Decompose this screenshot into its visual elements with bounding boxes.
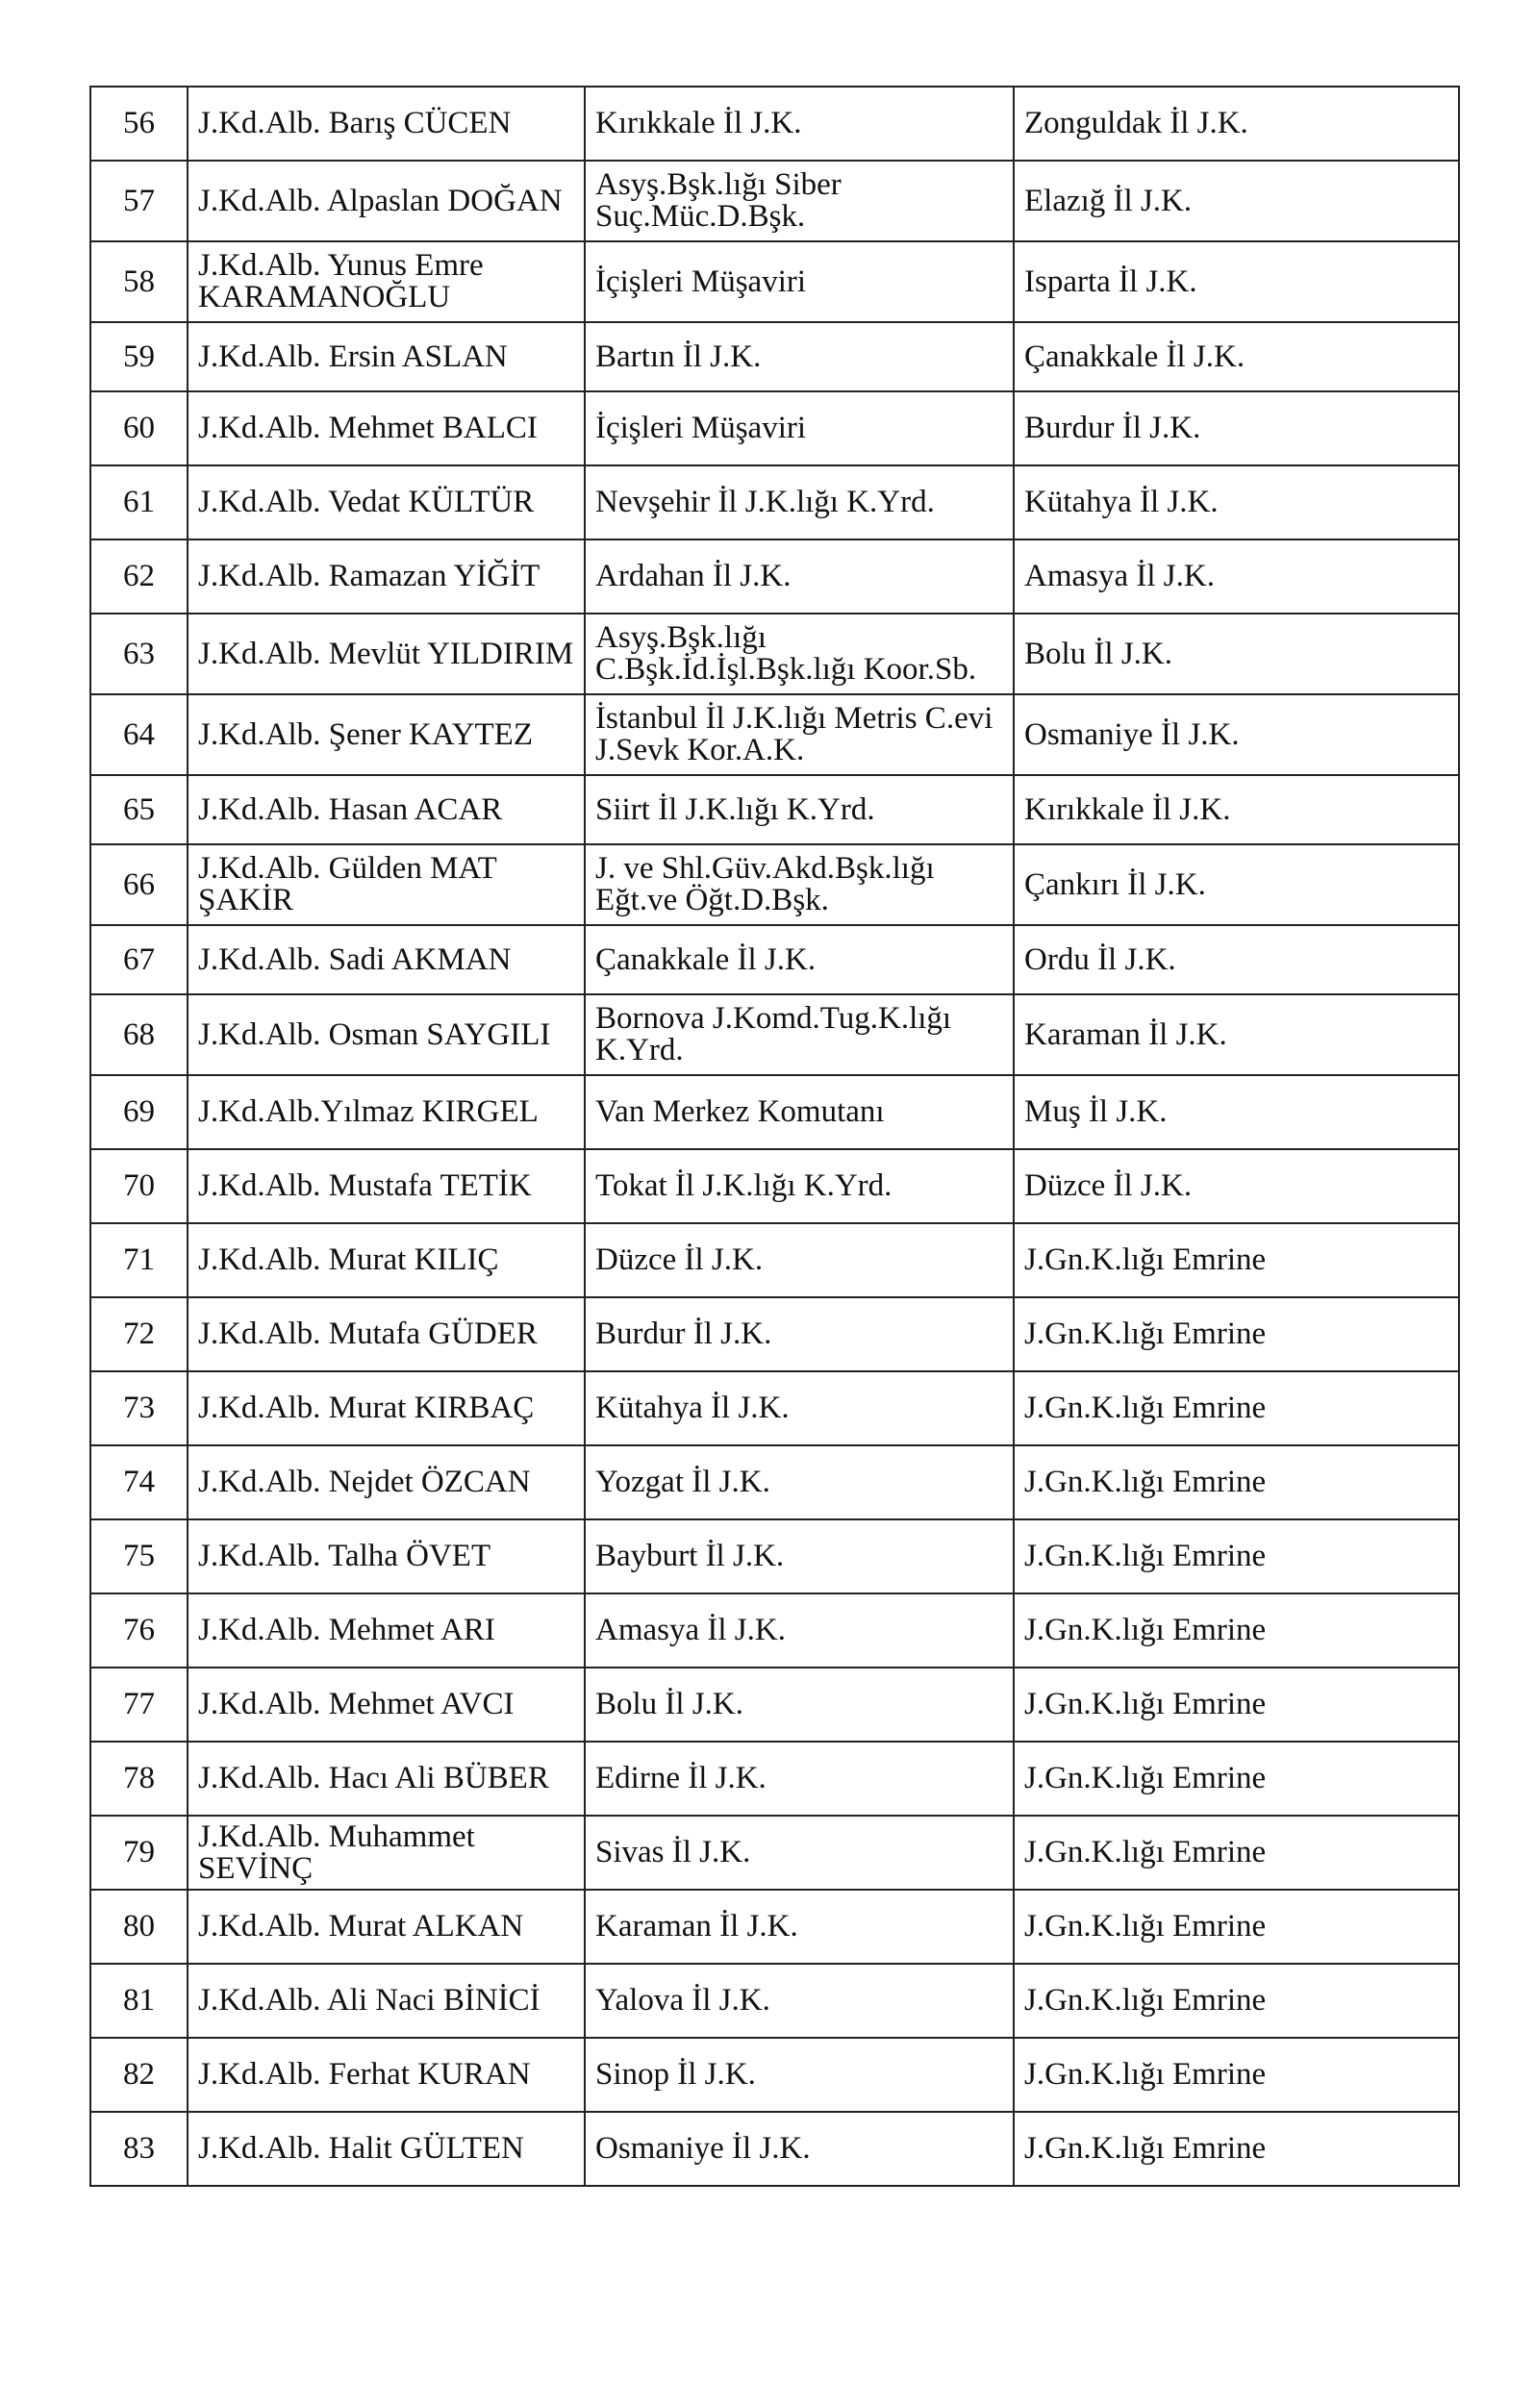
table-row <box>90 465 1459 539</box>
officer-name: J.Kd.Alb. Alpaslan DOĞAN <box>188 161 585 241</box>
row-number: 59 <box>90 322 188 391</box>
officer-name: J.Kd.Alb. Sadi AKMAN <box>188 925 585 994</box>
table-row <box>90 1297 1459 1371</box>
officer-name: J.Kd.Alb. Halit GÜLTEN <box>188 2112 585 2186</box>
table-row <box>90 391 1459 465</box>
current-post: Yozgat İl J.K. <box>585 1445 1014 1519</box>
current-post: Kırıkkale İl J.K. <box>585 87 1014 161</box>
new-post: Düzce İl J.K. <box>1014 1149 1459 1223</box>
table-row <box>90 1668 1459 1742</box>
officer-name: J.Kd.Alb. Nejdet ÖZCAN <box>188 1445 585 1519</box>
row-number: 71 <box>90 1223 188 1297</box>
current-post: Düzce İl J.K. <box>585 1223 1014 1297</box>
new-post: Zonguldak İl J.K. <box>1014 87 1459 161</box>
table-row <box>90 1371 1459 1445</box>
table-row <box>90 694 1459 775</box>
officer-name: J.Kd.Alb. Mevlüt YILDIRIM <box>188 614 585 694</box>
new-post: J.Gn.K.lığı Emrine <box>1014 1371 1459 1445</box>
table-row <box>90 775 1459 844</box>
new-post: J.Gn.K.lığı Emrine <box>1014 1668 1459 1742</box>
officer-name: J.Kd.Alb. Ersin ASLAN <box>188 322 585 391</box>
new-post: J.Gn.K.lığı Emrine <box>1014 1816 1459 1890</box>
table-row <box>90 1742 1459 1816</box>
row-number: 80 <box>90 1890 188 1964</box>
row-number: 56 <box>90 87 188 161</box>
officer-name: J.Kd.Alb. Mehmet ARI <box>188 1593 585 1668</box>
officer-name: J.Kd.Alb. Ramazan YİĞİT <box>188 539 585 614</box>
new-post: Amasya İl J.K. <box>1014 539 1459 614</box>
officer-name: J.Kd.Alb. Barış CÜCEN <box>188 87 585 161</box>
row-number: 72 <box>90 1297 188 1371</box>
current-post: İçişleri Müşaviri <box>585 241 1014 322</box>
row-number: 66 <box>90 844 188 925</box>
officer-name: J.Kd.Alb. Osman SAYGILI <box>188 994 585 1075</box>
current-post: Bornova J.Komd.Tug.K.lığı K.Yrd. <box>585 994 1014 1075</box>
table-row <box>90 539 1459 614</box>
new-post: J.Gn.K.lığı Emrine <box>1014 1964 1459 2038</box>
officer-name: J.Kd.Alb. Mutafa GÜDER <box>188 1297 585 1371</box>
table-row <box>90 844 1459 925</box>
new-post: J.Gn.K.lığı Emrine <box>1014 1223 1459 1297</box>
table-row <box>90 1890 1459 1964</box>
new-post: J.Gn.K.lığı Emrine <box>1014 1890 1459 1964</box>
officer-name: J.Kd.Alb. Murat KILIÇ <box>188 1223 585 1297</box>
new-post: J.Gn.K.lığı Emrine <box>1014 2112 1459 2186</box>
officer-name: J.Kd.Alb. Vedat KÜLTÜR <box>188 465 585 539</box>
new-post: Isparta İl J.K. <box>1014 241 1459 322</box>
current-post: Sinop İl J.K. <box>585 2038 1014 2112</box>
current-post: Amasya İl J.K. <box>585 1593 1014 1668</box>
officer-name: J.Kd.Alb. Ferhat KURAN <box>188 2038 585 2112</box>
new-post: Burdur İl J.K. <box>1014 391 1459 465</box>
table-row <box>90 161 1459 241</box>
new-post: Osmaniye İl J.K. <box>1014 694 1459 775</box>
current-post: Ardahan İl J.K. <box>585 539 1014 614</box>
officer-name: J.Kd.Alb. Hasan ACAR <box>188 775 585 844</box>
table-row <box>90 994 1459 1075</box>
row-number: 64 <box>90 694 188 775</box>
officer-name: J.Kd.Alb. Talha ÖVET <box>188 1519 585 1593</box>
assignment-table <box>89 86 1460 2187</box>
current-post: Edirne İl J.K. <box>585 1742 1014 1816</box>
officer-name: J.Kd.Alb. Yunus Emre KARAMANOĞLU <box>188 241 585 322</box>
row-number: 73 <box>90 1371 188 1445</box>
row-number: 67 <box>90 925 188 994</box>
table-row <box>90 1964 1459 2038</box>
table-row <box>90 1519 1459 1593</box>
row-number: 74 <box>90 1445 188 1519</box>
current-post: Asyş.Bşk.lığı Siber Suç.Müc.D.Bşk. <box>585 161 1014 241</box>
table-row <box>90 87 1459 161</box>
current-post: Nevşehir İl J.K.lığı K.Yrd. <box>585 465 1014 539</box>
current-post: Tokat İl J.K.lığı K.Yrd. <box>585 1149 1014 1223</box>
new-post: Karaman İl J.K. <box>1014 994 1459 1075</box>
current-post: Van Merkez Komutanı <box>585 1075 1014 1149</box>
officer-name: J.Kd.Alb. Murat KIRBAÇ <box>188 1371 585 1445</box>
new-post: J.Gn.K.lığı Emrine <box>1014 1519 1459 1593</box>
new-post: J.Gn.K.lığı Emrine <box>1014 1445 1459 1519</box>
new-post: Çanakkale İl J.K. <box>1014 322 1459 391</box>
officer-name: J.Kd.Alb. Muhammet SEVİNÇ <box>188 1816 585 1890</box>
current-post: Yalova İl J.K. <box>585 1964 1014 2038</box>
current-post: Bolu İl J.K. <box>585 1668 1014 1742</box>
current-post: Çanakkale İl J.K. <box>585 925 1014 994</box>
row-number: 58 <box>90 241 188 322</box>
table-row <box>90 614 1459 694</box>
table-row <box>90 1149 1459 1223</box>
table-row <box>90 241 1459 322</box>
table-row <box>90 1816 1459 1890</box>
new-post: Muş İl J.K. <box>1014 1075 1459 1149</box>
row-number: 57 <box>90 161 188 241</box>
row-number: 76 <box>90 1593 188 1668</box>
row-number: 82 <box>90 2038 188 2112</box>
row-number: 70 <box>90 1149 188 1223</box>
new-post: Bolu İl J.K. <box>1014 614 1459 694</box>
current-post: İçişleri Müşaviri <box>585 391 1014 465</box>
table-row <box>90 1223 1459 1297</box>
row-number: 78 <box>90 1742 188 1816</box>
current-post: Karaman İl J.K. <box>585 1890 1014 1964</box>
row-number: 77 <box>90 1668 188 1742</box>
table-row <box>90 1445 1459 1519</box>
officer-name: J.Kd.Alb. Mehmet AVCI <box>188 1668 585 1742</box>
row-number: 65 <box>90 775 188 844</box>
current-post: Sivas İl J.K. <box>585 1816 1014 1890</box>
officer-name: J.Kd.Alb. Mehmet BALCI <box>188 391 585 465</box>
new-post: Çankırı İl J.K. <box>1014 844 1459 925</box>
current-post: Siirt İl J.K.lığı K.Yrd. <box>585 775 1014 844</box>
officer-name: J.Kd.Alb. Gülden MAT ŞAKİR <box>188 844 585 925</box>
table-row <box>90 1075 1459 1149</box>
current-post: Osmaniye İl J.K. <box>585 2112 1014 2186</box>
table-row <box>90 1593 1459 1668</box>
new-post: Elazığ İl J.K. <box>1014 161 1459 241</box>
officer-name: J.Kd.Alb. Hacı Ali BÜBER <box>188 1742 585 1816</box>
new-post: J.Gn.K.lığı Emrine <box>1014 1593 1459 1668</box>
row-number: 61 <box>90 465 188 539</box>
table-row <box>90 925 1459 994</box>
new-post: Kütahya İl J.K. <box>1014 465 1459 539</box>
row-number: 69 <box>90 1075 188 1149</box>
new-post: J.Gn.K.lığı Emrine <box>1014 2038 1459 2112</box>
new-post: J.Gn.K.lığı Emrine <box>1014 1742 1459 1816</box>
officer-name: J.Kd.Alb.Yılmaz KIRGEL <box>188 1075 585 1149</box>
new-post: Ordu İl J.K. <box>1014 925 1459 994</box>
row-number: 68 <box>90 994 188 1075</box>
officer-name: J.Kd.Alb. Ali Naci BİNİCİ <box>188 1964 585 2038</box>
current-post: Bartın İl J.K. <box>585 322 1014 391</box>
current-post: Kütahya İl J.K. <box>585 1371 1014 1445</box>
row-number: 60 <box>90 391 188 465</box>
officer-name: J.Kd.Alb. Şener KAYTEZ <box>188 694 585 775</box>
row-number: 83 <box>90 2112 188 2186</box>
table-row <box>90 2112 1459 2186</box>
current-post: Burdur İl J.K. <box>585 1297 1014 1371</box>
table-row <box>90 322 1459 391</box>
row-number: 63 <box>90 614 188 694</box>
current-post: Bayburt İl J.K. <box>585 1519 1014 1593</box>
current-post: Asyş.Bşk.lığı C.Bşk.İd.İşl.Bşk.lığı Koor.Sb. <box>585 614 1014 694</box>
new-post: J.Gn.K.lığı Emrine <box>1014 1297 1459 1371</box>
row-number: 79 <box>90 1816 188 1890</box>
officer-name: J.Kd.Alb. Mustafa TETİK <box>188 1149 585 1223</box>
row-number: 62 <box>90 539 188 614</box>
row-number: 81 <box>90 1964 188 2038</box>
current-post: İstanbul İl J.K.lığı Metris C.evi J.Sevk Kor.A.K. <box>585 694 1014 775</box>
table-row <box>90 2038 1459 2112</box>
current-post: J. ve Shl.Güv.Akd.Bşk.lığı Eğt.ve Öğt.D.Bşk. <box>585 844 1014 925</box>
officer-name: J.Kd.Alb. Murat ALKAN <box>188 1890 585 1964</box>
new-post: Kırıkkale İl J.K. <box>1014 775 1459 844</box>
row-number: 75 <box>90 1519 188 1593</box>
